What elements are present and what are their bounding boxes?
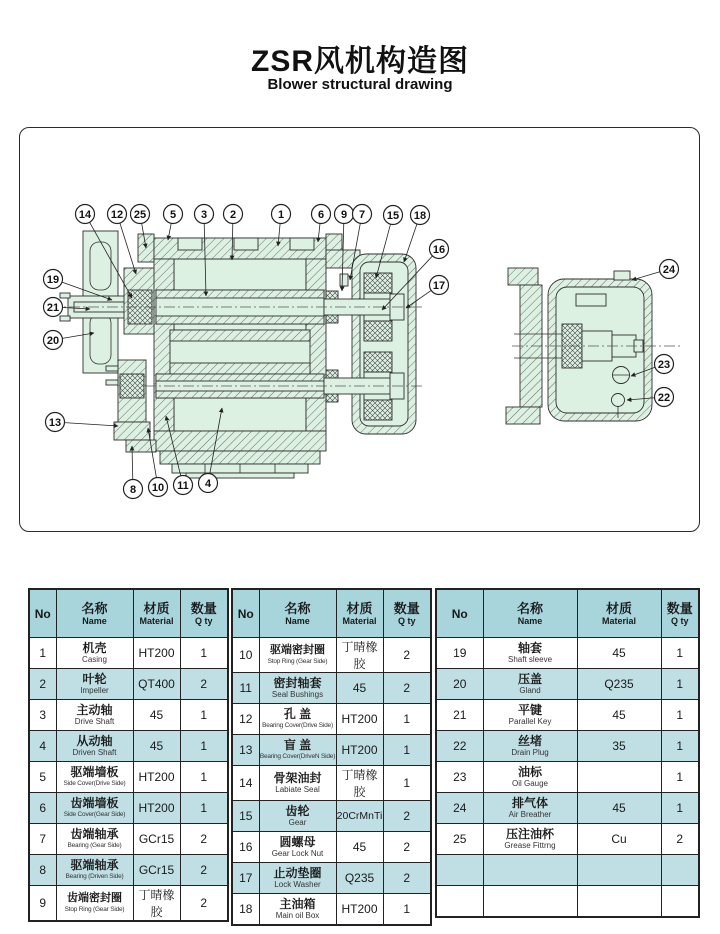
cell-material: 45 — [577, 700, 661, 731]
table-row — [232, 766, 431, 801]
callout-number-22: 22 — [657, 392, 671, 404]
cell-name: 压注油杯 Grease Fittrng — [483, 824, 577, 855]
drawing-frame — [19, 127, 700, 532]
cell-qty: 2 — [180, 855, 228, 886]
col-material: 材质 Material — [577, 589, 661, 638]
cell-qty: 1 — [661, 731, 699, 762]
col-name: 名称 Name — [259, 589, 336, 638]
cell-qty: 1 — [180, 762, 228, 793]
callout-number-14: 14 — [78, 209, 92, 221]
cell-qty: 1 — [383, 894, 431, 926]
cell-name: 驱端密封圈 Stop Ring (Gear Side) — [259, 638, 336, 673]
cell-qty: 1 — [383, 704, 431, 735]
cell-material: HT200 — [133, 762, 180, 793]
callout-number-16: 16 — [432, 244, 446, 256]
table-row — [232, 735, 431, 766]
cell-name: 主动轴 Drive Shaft — [56, 700, 133, 731]
callout-number-15: 15 — [386, 210, 400, 222]
air-breather — [614, 271, 630, 280]
cell-no — [436, 855, 483, 886]
cell-no: 5 — [29, 762, 56, 793]
table-row — [232, 832, 431, 863]
cell-no: 19 — [436, 638, 483, 669]
table-row — [232, 673, 431, 704]
cell-no: 14 — [232, 766, 259, 801]
cell-name: 叶轮 Impeller — [56, 669, 133, 700]
cell-no: 12 — [232, 704, 259, 735]
col-qty: 数量 Q ty — [383, 589, 431, 638]
cell-name: 齿轮 Gear — [259, 801, 336, 832]
callout-number-25: 25 — [133, 209, 147, 221]
table-row — [436, 638, 699, 669]
cell-no: 17 — [232, 863, 259, 894]
col-name: 名称 Name — [56, 589, 133, 638]
callout-number-24: 24 — [662, 264, 676, 276]
callout-number-11: 11 — [177, 480, 189, 492]
cell-material: GCr15 — [133, 824, 180, 855]
col-no: No — [29, 589, 56, 638]
callout-number-1: 1 — [277, 209, 285, 221]
blower-section-drawing — [20, 128, 699, 531]
callout-number-6: 6 — [317, 209, 325, 221]
cell-name: 盲 盖 Bearing Cover(DriveN Side) — [259, 735, 336, 766]
callout-leader-5 — [168, 223, 171, 240]
cell-material: GCr15 — [133, 855, 180, 886]
table-row — [29, 731, 228, 762]
table-row — [436, 793, 699, 824]
parts-table-3 — [435, 588, 700, 918]
cell-material: 45 — [133, 731, 180, 762]
cell-material: HT200 — [336, 894, 383, 926]
cell-qty: 2 — [661, 824, 699, 855]
table-row — [29, 886, 228, 922]
cell-no: 21 — [436, 700, 483, 731]
callout-leader-12 — [120, 223, 136, 274]
cell-qty: 1 — [661, 762, 699, 793]
callout-number-17: 17 — [432, 280, 446, 292]
cell-qty: 1 — [661, 638, 699, 669]
table-row — [29, 638, 228, 669]
cell-material: 45 — [577, 793, 661, 824]
cell-no: 7 — [29, 824, 56, 855]
callout-number-21: 21 — [46, 302, 60, 314]
cell-material: Cu — [577, 824, 661, 855]
parts-table-2 — [231, 588, 432, 926]
cell-no — [436, 886, 483, 918]
cell-qty: 2 — [180, 886, 228, 922]
cell-material: 45 — [336, 673, 383, 704]
cell-qty: 2 — [383, 673, 431, 704]
cell-name: 止动垫圈 Lock Washer — [259, 863, 336, 894]
cell-qty: 2 — [383, 638, 431, 673]
cell-qty: 1 — [180, 638, 228, 669]
table-row — [29, 824, 228, 855]
side-flange-bottom — [506, 407, 540, 424]
cell-name: 丝堵 Drain Plug — [483, 731, 577, 762]
cell-name: 骨架油封 Labiate Seal — [259, 766, 336, 801]
cell-no: 4 — [29, 731, 56, 762]
callout-number-8: 8 — [129, 484, 137, 496]
table-row — [232, 638, 431, 673]
table-row — [29, 855, 228, 886]
side-flange-top — [508, 268, 538, 285]
cell-material — [577, 886, 661, 918]
cell-name: 平键 Parallel Key — [483, 700, 577, 731]
cell-name: 排气体 Air Breather — [483, 793, 577, 824]
col-no: No — [232, 589, 259, 638]
cell-material: 45 — [133, 700, 180, 731]
col-qty: 数量 Q ty — [661, 589, 699, 638]
table-row — [232, 863, 431, 894]
table-row — [232, 801, 431, 832]
table-row — [436, 669, 699, 700]
cell-qty: 2 — [180, 669, 228, 700]
callout-number-7: 7 — [358, 209, 366, 221]
callout-number-13: 13 — [48, 417, 62, 429]
cell-name: 压盖 Gland — [483, 669, 577, 700]
cell-name: 机壳 Casing — [56, 638, 133, 669]
cell-name: 轴套 Shaft sleeve — [483, 638, 577, 669]
table-row — [29, 700, 228, 731]
cell-no: 1 — [29, 638, 56, 669]
callout-number-10: 10 — [151, 482, 165, 494]
cell-material: HT200 — [336, 704, 383, 735]
cell-name: 孔 盖 Bearing Cover(Drive Side) — [259, 704, 336, 735]
cell-qty: 1 — [383, 766, 431, 801]
callout-number-19: 19 — [46, 274, 60, 286]
table-row — [436, 700, 699, 731]
col-name: 名称 Name — [483, 589, 577, 638]
table-row — [29, 669, 228, 700]
cell-name: 驱端墙板 Side Cover(Drive Side) — [56, 762, 133, 793]
table-row — [436, 731, 699, 762]
col-no: No — [436, 589, 483, 638]
cell-qty: 2 — [383, 801, 431, 832]
cell-material: 45 — [336, 832, 383, 863]
cell-no: 15 — [232, 801, 259, 832]
table-row — [436, 762, 699, 793]
table-row — [232, 704, 431, 735]
blind-cover — [114, 422, 150, 440]
casing-bottom-wall — [154, 431, 326, 451]
cell-no: 25 — [436, 824, 483, 855]
cell-material: Q235 — [577, 669, 661, 700]
cell-material: QT400 — [133, 669, 180, 700]
cell-material: 20CrMnTi — [336, 801, 383, 832]
cell-qty: 1 — [180, 700, 228, 731]
table-row — [29, 762, 228, 793]
cell-qty — [661, 886, 699, 918]
cell-material — [577, 855, 661, 886]
cell-no: 20 — [436, 669, 483, 700]
col-qty: 数量 Q ty — [180, 589, 228, 638]
callout-number-2: 2 — [229, 209, 237, 221]
cell-no: 9 — [29, 886, 56, 922]
cell-no: 24 — [436, 793, 483, 824]
driven-side-bearing — [120, 374, 144, 398]
table-row — [29, 793, 228, 824]
cell-no: 2 — [29, 669, 56, 700]
cell-name: 齿端墙板 Side Cover(Gear Side) — [56, 793, 133, 824]
cell-no: 11 — [232, 673, 259, 704]
cell-no: 6 — [29, 793, 56, 824]
cell-material: 丁晴橡胶 — [336, 638, 383, 673]
cell-name: 齿端密封圈 Stop Ring (Gear Side) — [56, 886, 133, 922]
cell-name: 油标 Oil Gauge — [483, 762, 577, 793]
table-row — [436, 855, 699, 886]
callout-number-9: 9 — [340, 209, 348, 221]
cell-no: 3 — [29, 700, 56, 731]
table-row — [232, 894, 431, 926]
cell-material: 丁晴橡胶 — [133, 886, 180, 922]
cell-material: 丁晴橡胶 — [336, 766, 383, 801]
cell-qty: 1 — [661, 669, 699, 700]
cell-name: 主油箱 Main oil Box — [259, 894, 336, 926]
cell-name: 密封轴套 Seal Bushings — [259, 673, 336, 704]
cell-qty: 2 — [383, 832, 431, 863]
gear-bottom — [364, 352, 392, 372]
cell-material: Q235 — [336, 863, 383, 894]
cell-material — [577, 762, 661, 793]
cell-no: 23 — [436, 762, 483, 793]
page-subtitle: Blower structural drawing — [267, 76, 453, 93]
cell-no: 13 — [232, 735, 259, 766]
callout-leader-24 — [632, 272, 660, 280]
cell-material: 45 — [577, 638, 661, 669]
callout-leader-13 — [64, 423, 118, 426]
cell-qty: 2 — [383, 863, 431, 894]
main-oil-box-base — [160, 451, 320, 464]
callout-number-4: 4 — [204, 478, 212, 490]
gear-top — [364, 273, 392, 293]
cell-no: 16 — [232, 832, 259, 863]
cell-material: HT200 — [336, 735, 383, 766]
cell-name: 齿端轴承 Bearing (Gear Side) — [56, 824, 133, 855]
parts-table-1 — [28, 588, 229, 922]
cell-no: 8 — [29, 855, 56, 886]
cell-no: 22 — [436, 731, 483, 762]
table-row — [436, 824, 699, 855]
callout-number-18: 18 — [413, 210, 427, 222]
cell-qty: 1 — [180, 793, 228, 824]
cell-name — [483, 886, 577, 918]
callout-number-5: 5 — [169, 209, 177, 221]
cell-material: HT200 — [133, 638, 180, 669]
cell-material: 35 — [577, 731, 661, 762]
main-section-view — [50, 231, 422, 478]
cell-no: 18 — [232, 894, 259, 926]
callout-number-3: 3 — [200, 209, 208, 221]
cell-qty: 1 — [661, 793, 699, 824]
col-material: 材质 Material — [133, 589, 180, 638]
cell-material: HT200 — [133, 793, 180, 824]
cell-qty: 1 — [383, 735, 431, 766]
cell-name — [483, 855, 577, 886]
drain-plug — [612, 394, 625, 407]
cell-qty: 1 — [661, 700, 699, 731]
table-row — [436, 886, 699, 918]
cell-qty — [661, 855, 699, 886]
page-title: ZSR风机构造图 — [251, 45, 469, 78]
cell-qty: 2 — [180, 824, 228, 855]
callout-number-20: 20 — [46, 335, 60, 347]
cell-no: 10 — [232, 638, 259, 673]
callout-number-12: 12 — [110, 209, 124, 221]
gear-side-bolt — [340, 274, 348, 286]
col-material: 材质 Material — [336, 589, 383, 638]
cell-name: 驱端轴承 Bearing (Driven Side) — [56, 855, 133, 886]
cell-name: 圆螺母 Gear Lock Nut — [259, 832, 336, 863]
cell-name: 从动轴 Driven Shaft — [56, 731, 133, 762]
cell-qty: 1 — [180, 731, 228, 762]
callout-number-23: 23 — [657, 359, 671, 371]
